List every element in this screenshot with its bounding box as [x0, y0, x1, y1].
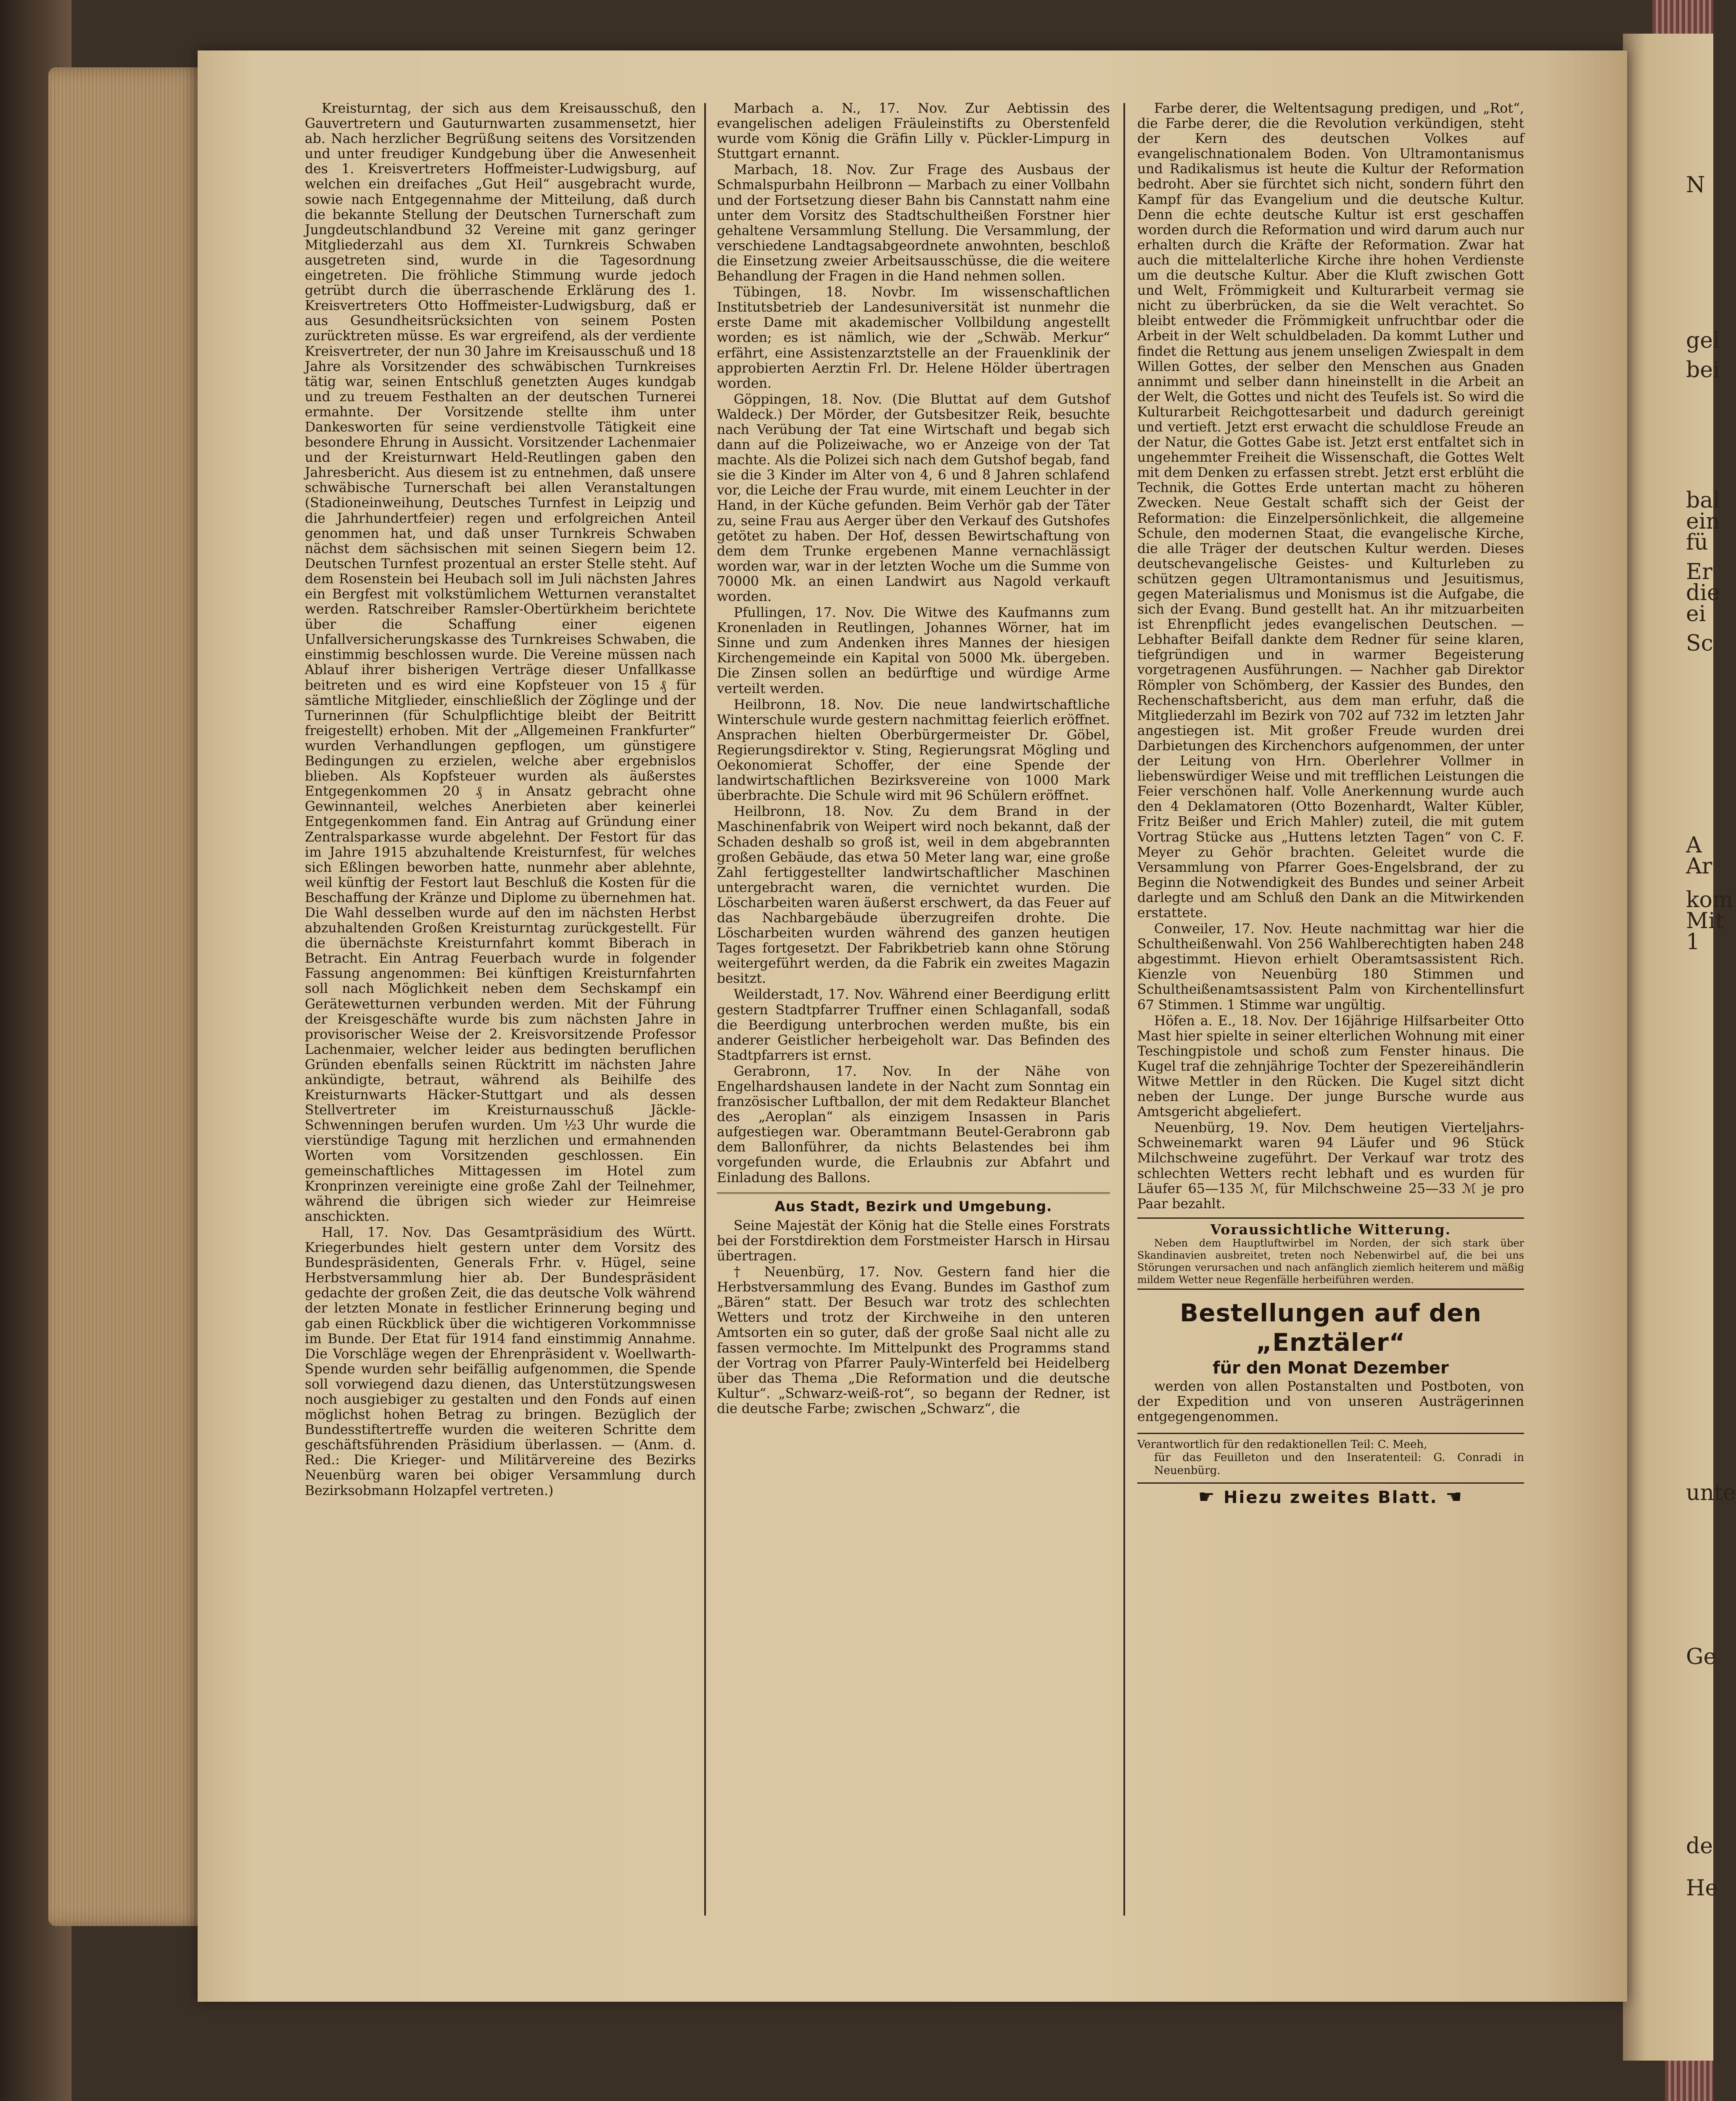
adjacent-page-fragment: unte — [1686, 1480, 1736, 1506]
adjacent-page-fragment: kom — [1686, 887, 1733, 913]
adjacent-page-fragment: A — [1686, 833, 1702, 858]
article-paragraph: Marbach, 18. Nov. Zur Frage des Ausbaus der Schmalspurbahn Heilbronn — Marbach zu einer Vollbahn und der Fortsetzung dieser Bahn bis Cannstatt nahm eine unter dem Vorsitz des Stadtschultheißen Forstner hier gehaltene Versammlung Stellung. Die Versammlung, der verschiedene Landtagsabgeordnete anwohnten, beschloß die Einsetzung zweier Arbeitsausschüsse, die die weitere Behandlung der Fragen in die Hand nehmen sollen. — [717, 162, 1110, 284]
subscription-notice — [1137, 1298, 1524, 1424]
adjacent-page-fragment: Sc — [1686, 631, 1713, 656]
adjacent-page-fragment: gel — [1686, 328, 1720, 353]
article-paragraph: Höfen a. E., 18. Nov. Der 16jährige Hilfsarbeiter Otto Mast hier spielte in seiner elterlichen Wohnung mit einer Teschingpistole und schoß zum Fenster hinaus. Die Kugel traf die zehnjährige Tochter der Spezereihändlerin Witwe Mettler in den Rücken. Die Kugel sitzt dicht neben der Lunge. Der junge Bursche wurde aus Amtsgericht abgeliefert. — [1137, 1013, 1524, 1120]
book-page-stack-left — [48, 67, 204, 1926]
pointing-hand-icon: ☚ — [1445, 1486, 1464, 1508]
column-1 — [305, 101, 696, 1498]
responsible-editors — [1137, 1433, 1524, 1477]
adjacent-page-fragment: die — [1686, 580, 1720, 606]
column-3 — [1137, 101, 1524, 1508]
article-paragraph: Heilbronn, 18. Nov. Zu dem Brand in der Maschinenfabrik von Weipert wird noch bekannt, daß der Schaden deshalb so groß ist, weil in dem abgebrannten großen Gebäude, das etwa 50 Meter lang war, eine große Zahl fertiggestellter landwirtschaftlicher Maschinen untergebracht waren, die vernichtet wurden. Die Löscharbeiten waren äußerst erschwert, da das Feuer auf das Nachbargebäude überzugreifen drohte. Die Löscharbeiten wurden während des ganzen heutigen Tages fortgesetzt. Der Fabrikbetrieb kann ohne Störung weitergeführt werden, da die Fabrik ein zweites Magazin besitzt. — [717, 804, 1110, 987]
article-paragraph: † Neuenbürg, 17. Nov. Gestern fand hier die Herbstversammlung des Evang. Bundes im Gasthof zum „Bären“ statt. Der Besuch war trotz des schlechten Wetters und trotz der Kirchweihe in den unteren Amtsorten ein so guter, daß der große Saal nicht alle zu fassen vermochte. Im Mittelpunkt des Programms stand der Vortrag von Pfarrer Pauly-Winterfeld bei Heidelberg über das Thema „Die Reformation und die deutsche Kultur“. „Schwarz-weiß-rot“, so begann der Redner, ist die deutsche Farbe; zwischen „Schwarz“, die — [717, 1265, 1110, 1416]
article-paragraph: Tübingen, 18. Novbr. Im wissenschaftlichen Institutsbetrieb der Landesuniversität ist nunmehr die erste Dame mit akademischer Vollbildung angestellt worden; es ist nämlich, wie der „Schwäb. Merkur“ erfährt, eine Assistenzarztstelle an der Frauenklinik der approbierten Aerztin Frl. Dr. Helene Hölder übertragen worden. — [717, 285, 1110, 391]
article-paragraph: Marbach a. N., 17. Nov. Zur Aebtissin des evangelischen adeligen Fräuleinstifts zu Oberstenfeld wurde vom König die Gräfin Lilly v. Pückler-Limpurg in Stuttgart ernannt. — [717, 101, 1110, 162]
second-sheet-text: Hiezu zweites Blatt. — [1223, 1488, 1438, 1508]
pointing-hand-icon: ☛ — [1198, 1486, 1216, 1508]
article-paragraph: Gerabronn, 17. Nov. In der Nähe von Engelhardshausen landete in der Nacht zum Sonntag ein französischer Luftballon, der mit dem Redakteur Blanchet des „Aeroplan“ als einzigem Insassen in Paris aufgestiegen war. Oberamtmann Beutel-Gerabronn gab dem Ballonführer, da nichts Belastendes bei ihm vorgefunden wurde, die Erlaubnis zur Abfahrt und Einladung des Ballons. — [717, 1064, 1110, 1185]
article-paragraph: Weilderstadt, 17. Nov. Während einer Beerdigung erlitt gestern Stadtpfarrer Truffner einen Schlaganfall, sodaß die Beerdigung unterbrochen werden mußte, bis ein anderer Geistlicher herbeigeholt war. Das Befinden des Stadtpfarrers ist ernst. — [717, 987, 1110, 1063]
subscription-title: Bestellungen auf den „Enztäler“ — [1180, 1298, 1482, 1357]
subscription-subtitle: für den Monat Dezember — [1213, 1358, 1449, 1378]
section-heading: Aus Stadt, Bezirk und Umgebung. — [717, 1192, 1110, 1214]
adjacent-page-fragment: Ge — [1686, 1644, 1717, 1670]
adjacent-page-fragment: bal — [1686, 488, 1720, 513]
adjacent-page-fragment: He — [1686, 1876, 1718, 1901]
article-paragraph: Kreisturntag, der sich aus dem Kreisausschuß, den Gauvertretern und Gauturnwarten zusammensetzt, hier ab. Nach herzlicher Begrüßung seitens des Vorsitzenden und unter freudiger Kundgebung über die Anwesenheit des 1. Kreisvertreters Hoffmeister-Ludwigsburg, auf welchen ein dreifaches „Gut Heil“ ausgebracht wurde, sowie nach Entgegennahme der Mitteilung, daß durch die bekannte Stellung der Deutschen Turnerschaft zum Jungdeutschlandbund 32 Vereine mit ganz geringer Mitgliederzahl aus dem XI. Turnkreis Schwaben ausgetreten sind, wurde in die Tagesordnung eingetreten. Die fröhliche Stimmung wurde jedoch getrübt durch die überraschende Erklärung des 1. Kreisvertreters Otto Hoffmeister-Ludwigsburg, daß er aus Gesundheitsrücksichten von seinem Posten zurücktreten müsse. Es war ergreifend, als der verdiente Kreisvertreter, der nun 30 Jahre im Kreisausschuß und 18 Jahre als Vorsitzender des schwäbischen Turnkreises tätig war, seinen Entschluß genetzten Auges kundgab und zu treuem Festhalten an der deutschen Turnerei ermahnte. Der Vorsitzende stellte ihm unter Dankesworten für seine verdienstvolle Tätigkeit eine besondere Ehrung in Aussicht. Vorsitzender Lachenmaier und der Kreisturnwart Held-Reutlingen gaben den Jahresbericht. Aus diesem ist zu entnehmen, daß unsere schwäbische Turnerschaft bei allen Veranstaltungen (Stadioneinweihung, Deutsches Turnfest in Leipzig und die Jahrhundertfeier) regen und erfolgreichen Anteil genommen hat, und daß unser Turnkreis Schwaben nächst dem sächsischen mit seinen Siegern beim 12. Deutschen Turnfest prozentual an erster Stelle steht. Auf dem Rosenstein bei Heubach soll im Juli nächsten Jahres ein Bergfest mit volkstümlichem Wetturnen veranstaltet werden. Ratschreiber Ramsler-Obertürkheim berichtete über die Schaffung einer eigenen Unfallversicherungskasse des Turnkreises Schwaben, die einstimmig beschlossen wurde. Die Vereine müssen nach Ablauf ihrer bisherigen Verträge dieser Unfallkasse beitreten und es wird eine Kopfsteuer von 15 ₰ für sämtliche Mitglieder, einschließlich der Zöglinge und der Turnerinnen (für Schulpflichtige bleibt der Beitritt freigestellt) erhoben. Mit der „Allgemeinen Frankfurter“ wurden Verhandlungen gepflogen, um günstigere Bedingungen zu erzielen, welche aber ergebnislos blieben. Als Kopfsteuer wurden als äußerstes Entgegenkommen 20 ₰ in Ansatz gebracht ohne Gewinnanteil, welches Anerbieten aber keinerlei Entgegenkommen fand. Ein Antrag auf Gründung einer Zentralsparkasse wurde abgelehnt. Der Festort für das im Jahre 1915 abzuhaltende Kreisturnfest, für welches sich Eßlingen beworben hatte, nunmehr aber ablehnte, weil künftig der Festort laut Beschluß die Kosten für die Beschaffung der Kränze und Diplome zu übernehmen hat. Die Wahl desselben wurde auf den im nächsten Herbst abzuhaltenden Großen Kreisturntag zurückgestellt. Für die übernächste Kreisturnfahrt kommt Biberach in Betracht. Ein Antrag Feuerbach wurde in folgender Fassung angenommen: Bei künftigen Kreisturnfahrten soll nach Möglichkeit neben dem Sechskampf ein Gerätewetturnen verbunden werden. Mit der Führung der Kreisgeschäfte wurde bis zum nächsten Jahre in provisorischer Weise der 2. Kreisvorsitzende Professor Lachenmaier, welcher leider aus bedingten beruflichen Gründen ebenfalls seinen Rücktritt im nächsten Jahre ankündigte, betraut, während als Beihilfe des Kreisturnwarts Häcker-Stuttgart und als dessen Stellvertreter im Kreisturnausschuß Jäckle-Schwenningen berufen wurden. Um ½3 Uhr wurde die vierstündige Tagung mit herzlichen und ermahnenden Worten vom Vorsitzenden geschlossen. Ein gemeinschaftliches Mittagessen im Hotel zum Kronprinzen vereinigte eine große Zahl der Teilnehmer, während die übrigen sich wieder zur Heimreise anschickten. — [305, 101, 696, 1224]
adjacent-page-fragment: de — [1686, 1834, 1713, 1859]
column-rule-2 — [1123, 103, 1125, 1916]
responsible-line-2: für das Feuilleton und den Inseratenteil: G. Conradi in Neuenbürg. — [1154, 1451, 1524, 1477]
adjacent-page-fragment: Ar — [1686, 854, 1712, 879]
adjacent-page-fragment: bei — [1686, 357, 1720, 383]
adjacent-page-fragment: N — [1686, 172, 1705, 198]
weather-text: Neben dem Hauptluftwirbel im Norden, der sich stark über Skandinavien ausbreitet, treten noch Nebenwirbel auf, die bei uns Störungen verursachen und nach anfänglich ziemlich heiterem und mäßig mildem Wetter neue Regenfälle herbeiführen werden. — [1137, 1237, 1524, 1286]
responsible-line-1: Verantwortlich für den redaktionellen Teil: C. Meeh, — [1137, 1438, 1427, 1451]
article-paragraph: Hall, 17. Nov. Das Gesamtpräsidium des Württ. Kriegerbundes hielt gestern unter dem Vorsitz des Bundespräsidenten, Generals Frhr. v. Hügel, seine Herbstversammlung hier ab. Der Bundespräsident gedachte der großen Zeit, die das deutsche Volk während der letzten Monate in festlicher Erinnerung beging und gab einen Rückblick über die wichtigeren Vorkommnisse im Bunde. Der Etat für 1914 fand einstimmig Annahme. Die Vorschläge wegen der Ehrenpräsident v. Woellwarth-Spende wurden sehr beifällig aufgenommen, die Spende soll vorwiegend dazu dienen, das Unterstützungswesen noch ausgiebiger zu gestalten und den Fonds auf einen möglichst hohen Betrag zu bringen. Bezüglich der Bundesstiftertreffe wurden die weiteren Schritte dem geschäftsführenden Präsidium überlassen. — (Anm. d. Red.: Die Krieger- und Militärvereine des Bezirks Neuenbürg waren bei obiger Versammlung durch Bezirksobmann Holzapfel vertreten.) — [305, 1225, 696, 1498]
adjacent-page-right — [1623, 34, 1736, 2061]
adjacent-page-fragment: Mit — [1686, 908, 1724, 934]
article-paragraph: Conweiler, 17. Nov. Heute nachmittag war hier die Schultheißenwahl. Von 256 Wahlberechtigten haben 248 abgestimmt. Hievon erhielt Oberamtsassistent Rich. Kienzle von Neuenbürg 180 Stimmen und Schultheißenamtsassistent Palm von Kirchentellinsfurt 67 Stimmen. 1 Stimme war ungültig. — [1137, 921, 1524, 1013]
article-paragraph: Pfullingen, 17. Nov. Die Witwe des Kaufmanns zum Kronenladen in Reutlingen, Johannes Wörner, hat im Sinne und zum Andenken ihres Mannes der hiesigen Kirchengemeinde ein Kapital von 5000 Mk. übergeben. Die Zinsen sollen an bedürftige und würdige Arme verteilt werden. — [717, 605, 1110, 696]
adjacent-page-fragment: ein — [1686, 509, 1720, 534]
adjacent-page-fragment: fü — [1686, 530, 1708, 555]
adjacent-page-fragment: ei — [1686, 601, 1706, 627]
weather-title: Voraussichtliche Witterung. — [1210, 1221, 1451, 1238]
article-paragraph: Heilbronn, 18. Nov. Die neue landwirtschaftliche Winterschule wurde gestern nachmittag feierlich eröffnet. Ansprachen hielten Oberbürgermeister Dr. Göbel, Regierungsdirektor v. Sting, Regierungsrat Mögling und Oekonomierat Schoffer, der eine Spende der landwirtschaftlichen Bezirksvereine von 1000 Mark überbrachte. Die Schule wird mit 96 Schülern eröffnet. — [717, 697, 1110, 804]
adjacent-page-fragment: 1 — [1686, 929, 1700, 955]
column-2 — [717, 101, 1110, 1416]
article-paragraph: Farbe derer, die Weltentsagung predigen, und „Rot“, die Farbe derer, die die Revolution verkündigen, steht der Kern des deutschen Volkes auf evangelischnationalem Boden. Von Ultramontanismus und Radikalismus ist heute die Kultur der Reformation bedroht. Aber sie fürchtet sich nicht, sondern führt den Kampf für das Evangelium und die deutsche Kultur. Denn die echte deutsche Kultur ist erst geschaffen worden durch die Reformation und wird darum auch nur erhalten durch die Kräfte der Reformation. Zwar hat auch die mittelalterliche Kirche ihre hohen Verdienste um die deutsche Kultur. Aber die Kluft zwischen Gott und Welt, Frömmigkeit und Kulturarbeit vermag sie nicht zu überbrücken, da sie die Welt verachtet. So bleibt entweder die Frömmigkeit unfruchtbar oder die Arbeit in der Welt schuldbeladen. Da kommt Luther und findet die Rettung aus jenem unseligen Zwiespalt in dem Willen Gottes, der selber den Menschen aus Gnaden annimmt und selber dann hineinstellt in die Arbeit an der Welt, die Gottes und nicht des Teufels ist. So wird die Kulturarbeit Reichgottesarbeit und dadurch gereinigt und vertieft. Jetzt erst erwacht die schuldlose Freude an der Natur, die Gottes Gabe ist. Jetzt erst entfaltet sich in ungehemmter Freiheit die Wissenschaft, die Gottes Welt mit dem Denken zu erfassen strebt. Jetzt erst erblüht die Technik, die Gottes Erde untertan macht zu höheren Zwecken. Neue Gestalt schafft sich der Geist der Reformation: die Einzelpersönlichkeit, die allgemeine Schule, den modernen Staat, die evangelische Kirche, die alle Träger der deutschen Kultur werden. Dieses deutschevangelische Geistes- und Kulturleben zu schützen gegen Ultramontanismus und Jesuitismus, gegen Materialismus und Monismus ist die Aufgabe, die sich der Evang. Bund gestellt hat. An ihr mitzuarbeiten ist Ehrenpflicht jedes evangelischen Deutschen. — Lebhafter Beifall dankte dem Redner für seine klaren, tiefgründigen und in warmer Begeisterung vorgetragenen Ausführungen. — Nachher gab Direktor Römpler von Schömberg, der Kassier des Bundes, den Rechenschaftsbericht, aus dem man erfuhr, daß die Mitgliederzahl im Bezirk von 702 auf 732 im letzten Jahr angestiegen ist. Mit großer Freude wurden drei Darbietungen des Kirchenchors aufgenommen, der unter der Leitung von Hrn. Oberlehrer Vollmer in liebenswürdiger Weise und mit trefflichen Leistungen die Feier verschönen half. Volle Anerkennung wurde auch den 4 Deklamatoren (Otto Bozenhardt, Walter Kübler, Fritz Beißer und Erich Mahler) zuteil, die mit gutem Vortrag Stücke aus „Huttens letzten Tagen“ von C. F. Meyer zu Gehör brachten. Geleitet wurde die Versammlung von Pfarrer Goes-Engelsbrand, der zu Beginn die Notwendigkeit des Bundes und seiner Arbeit darlegte und am Schluß den Dank an die Mitwirkenden erstattete. — [1137, 101, 1524, 921]
article-paragraph: Göppingen, 18. Nov. (Die Bluttat auf dem Gutshof Waldeck.) Der Mörder, der Gutsbesitzer Reik, besuchte nach Verübung der Tat eine Wirtschaft und begab sich dann auf die Polizeiwache, wo er Anzeige von der Tat machte. Als die Polizei sich nach dem Gutshof begab, fand sie die 3 Kinder im Alter von 4, 6 und 8 Jahren schlafend vor, die Leiche der Frau wurde, mit einem Leuchter in der Hand, in der Küche gefunden. Beim Verhör gab der Täter zu, seine Frau aus Aerger über den Verkauf des Gutshofes getötet zu haben. Der Hof, dessen Bewirtschaftung von dem dem Trunke ergebenen Manne vernachlässigt worden war, war in der letzten Woche um die Summe von 70000 Mk. an einen Landwirt aus Nagold verkauft worden. — [717, 392, 1110, 604]
weather-forecast-box — [1137, 1217, 1524, 1290]
second-sheet-notice — [1137, 1482, 1524, 1508]
subscription-text: werden von allen Postanstalten und Postboten, von der Expedition und von unseren Austrägerinnen entgegengenommen. — [1137, 1379, 1524, 1425]
adjacent-page-fragment: Er — [1686, 559, 1712, 585]
article-paragraph: Seine Majestät der König hat die Stelle eines Forstrats bei der Forstdirektion dem Forstmeister Harsch in Hirsau übertragen. — [717, 1218, 1110, 1264]
column-rule-1 — [704, 103, 706, 1916]
article-paragraph: Neuenbürg, 19. Nov. Dem heutigen Vierteljahrs-Schweinemarkt waren 94 Läufer und 96 Stück Milchschweine zugeführt. Der Verkauf war trotz des schlechten Wetters recht lebhaft und es wurden für Läufer 65—135 ℳ, für Milchschweine 25—33 ℳ je pro Paar bezahlt. — [1137, 1120, 1524, 1212]
